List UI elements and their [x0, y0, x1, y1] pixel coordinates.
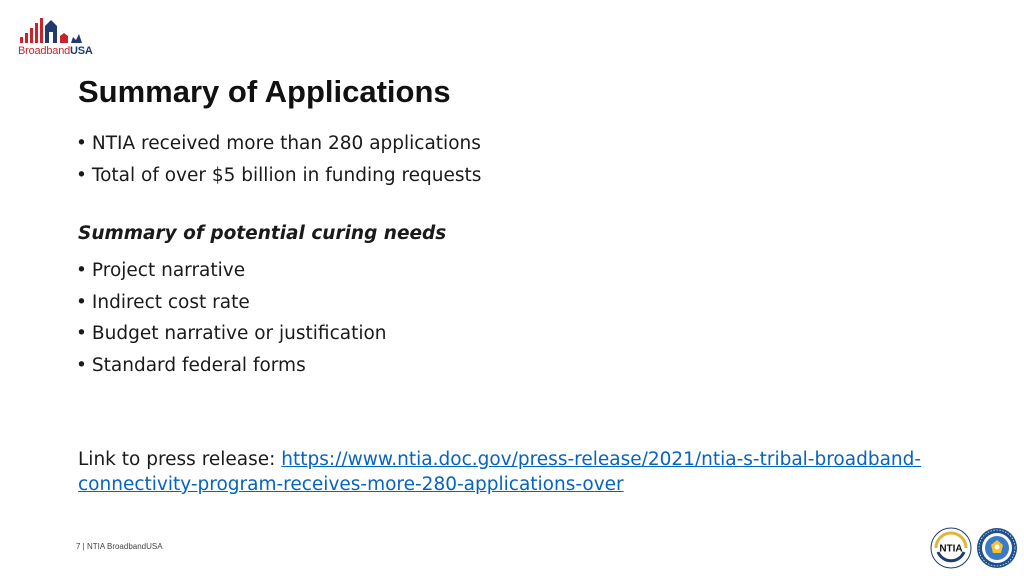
press-release-paragraph: [78, 447, 958, 497]
bullet-item: • Total of over $5 billion in funding requests: [76, 160, 481, 192]
bullet-item: • Standard federal forms: [76, 350, 387, 382]
slide-footer: 7 | NTIA BroadbandUSA: [76, 542, 163, 551]
logo-mark-icon: [18, 16, 108, 46]
curing-needs-heading: Summary of potential curing needs: [78, 223, 447, 244]
page-title: Summary of Applications: [78, 74, 451, 109]
logo-usa-text: USA: [70, 45, 93, 57]
press-release-link[interactable]: https://www.ntia.doc.gov/press-release/2021/ntia-s-tribal-broadband-connectivity-program-receives-more-280-applications-over: [78, 449, 922, 495]
logo-broadband-text: Broadband: [18, 45, 71, 57]
curing-needs-list: [76, 255, 387, 382]
press-release-label: Link to press release:: [78, 449, 282, 470]
ntia-seal-icon: [930, 527, 972, 569]
broadbandusa-logo: [18, 16, 108, 60]
svg-text:NTIA: NTIA: [939, 543, 963, 555]
bullet-item: • NTIA received more than 280 applications: [76, 128, 481, 160]
doc-seal-icon: [976, 527, 1018, 569]
bullet-item: • Project narrative: [76, 255, 387, 287]
summary-bullet-list: [76, 128, 481, 191]
bullet-item: • Indirect cost rate: [76, 287, 387, 319]
bullet-item: • Budget narrative or justification: [76, 318, 387, 350]
